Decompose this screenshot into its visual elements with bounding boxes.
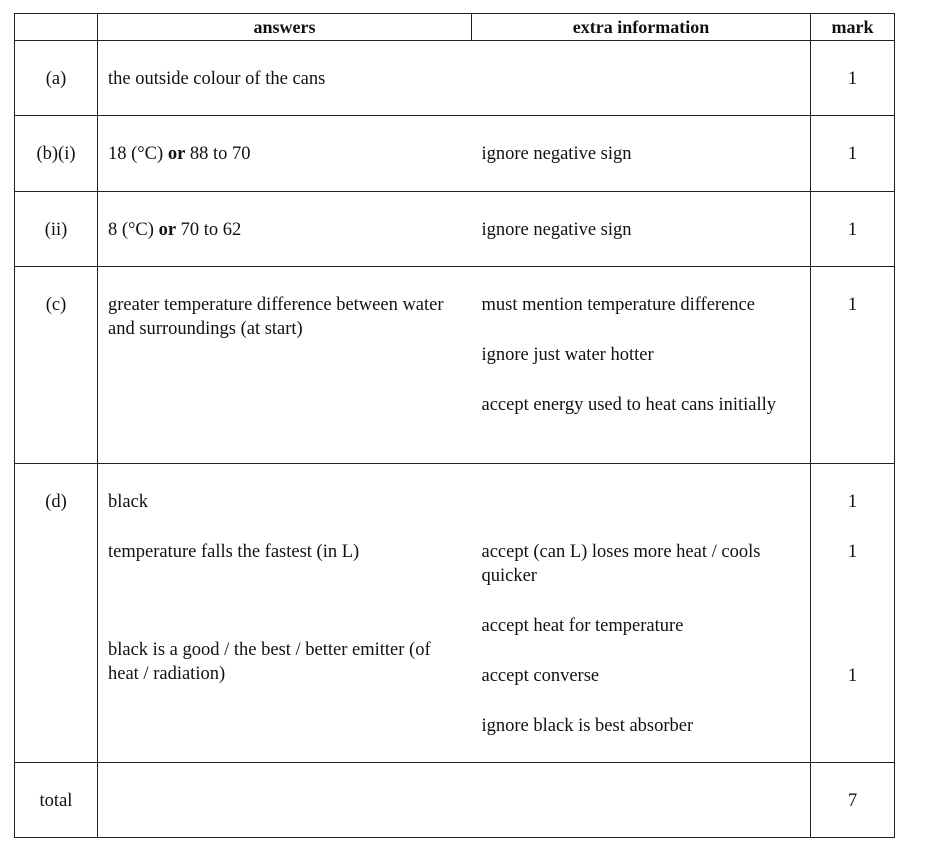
extra-information: [472, 267, 811, 464]
row-label: (b)(i): [15, 116, 98, 192]
row-d: [15, 464, 895, 763]
mark-value: 1: [811, 267, 895, 464]
extra-note: accept energy used to heat cans initially: [481, 395, 777, 415]
header-label: [15, 14, 98, 41]
extra-note: accept heat for temperature: [481, 616, 684, 636]
extra-note: accept converse: [481, 666, 600, 686]
answer-point: black is a good / the best / better emitter (of heat / radiation): [108, 640, 431, 684]
extra-information: ignore negative sign: [472, 116, 811, 192]
answer-text: greater temperature difference between water and surroundings (at start): [98, 267, 472, 464]
mark-point: 1: [847, 666, 858, 686]
extra-spacer: [482, 490, 805, 540]
answer-text: the outside colour of the cans: [98, 41, 472, 116]
answer-spacer: [108, 564, 464, 638]
header-extra-information: extra information: [472, 14, 811, 41]
answer-part: 70 to 62: [176, 220, 242, 240]
extra-information: [472, 464, 811, 763]
extra-information: ignore negative sign: [472, 192, 811, 267]
mark-point: 1: [847, 542, 858, 562]
answer-point: temperature falls the fastest (in L): [108, 542, 360, 562]
mark-value: 7: [811, 763, 895, 838]
mark-value: 1: [811, 41, 895, 116]
mark-scheme-table: [14, 13, 895, 838]
row-c: [15, 267, 895, 464]
header-mark: mark: [811, 14, 895, 41]
extra-note: ignore just water hotter: [481, 345, 654, 365]
extra-note: must mention temperature difference: [481, 295, 755, 315]
header-answers: answers: [98, 14, 472, 41]
answer-point: black: [108, 492, 149, 512]
answer-or: or: [158, 220, 177, 240]
answer-text: [98, 192, 472, 267]
mark-value: 1: [811, 192, 895, 267]
extra-information: [472, 763, 811, 838]
row-a: [15, 41, 895, 116]
answer-text: [98, 116, 472, 192]
header-row: [15, 14, 895, 41]
answer-part: 18 (°C): [108, 144, 168, 164]
answer-part: 88 to 70: [185, 144, 251, 164]
mark-spacer: [811, 564, 894, 664]
answer-or: or: [167, 144, 186, 164]
row-label: total: [15, 763, 98, 838]
row-b-ii: [15, 192, 895, 267]
extra-information: [472, 41, 811, 116]
answer-text: [98, 763, 472, 838]
mark-value: 1: [811, 116, 895, 192]
row-label: (d): [15, 464, 98, 763]
mark-value: [811, 464, 895, 763]
extra-note: ignore black is best absorber: [481, 716, 694, 736]
answer-part: 8 (°C): [108, 220, 159, 240]
row-total: [15, 763, 895, 838]
answer-text: [98, 464, 472, 763]
mark-scheme: [14, 13, 894, 838]
mark-point: 1: [847, 492, 858, 512]
row-label: (c): [15, 267, 98, 464]
extra-note: accept (can L) loses more heat / cools quicker: [481, 542, 761, 586]
row-b-i: [15, 116, 895, 192]
row-label: (a): [15, 41, 98, 116]
row-label: (ii): [15, 192, 98, 267]
